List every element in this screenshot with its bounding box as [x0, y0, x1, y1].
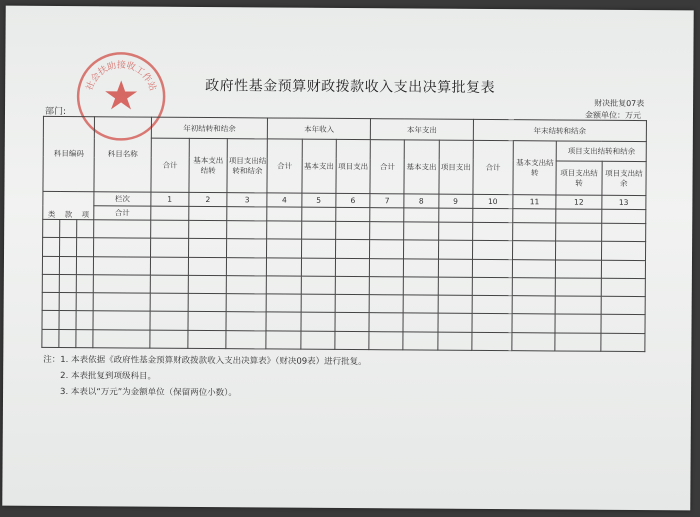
header-group-expense: 本年支出: [370, 119, 473, 141]
header-project-exp-3: 项目支出: [438, 141, 473, 195]
column-number: 6: [336, 194, 370, 208]
column-number: 8: [404, 194, 438, 208]
column-number: 12: [556, 195, 601, 209]
code-kuan: 款: [64, 209, 73, 219]
header-project-carry: 项目支出结转和结余: [227, 139, 268, 193]
document-sheet: [2, 6, 693, 511]
header-group-income: 本年收入: [268, 118, 371, 140]
table-row: [42, 329, 645, 352]
column-number: 4: [267, 193, 301, 207]
seal-text: 社会扶助接收工作站: [85, 60, 158, 93]
form-code: 财决批复07表: [594, 98, 645, 109]
amount-unit-label: 金额单位：万元: [584, 110, 642, 121]
column-number: 1: [151, 192, 189, 206]
header-subgroup-project: 项目支出结转和结余: [556, 141, 646, 161]
header-subject-code: 科目编码: [43, 116, 95, 192]
header-total-2: 合计: [267, 139, 302, 193]
approval-table: [41, 116, 647, 352]
column-number: 5: [302, 193, 336, 207]
row-label-lanci: 栏次: [94, 192, 150, 206]
column-number: 3: [227, 193, 267, 207]
header-total-1: 合计: [151, 139, 190, 193]
header-total-4: 合计: [473, 141, 514, 195]
code-lei: 类: [47, 209, 56, 219]
header-basic-exp-3: 基本支出: [404, 140, 439, 194]
header-project-exp-2: 项目支出: [336, 140, 371, 194]
document-title: 政府性基金预算财政拨款收入支出决算批复表: [205, 77, 496, 97]
column-number: 11: [513, 195, 556, 209]
header-basic-exp-2: 基本支出: [302, 140, 337, 194]
footnote-1: 注：1. 本表依据《政府性基金预算财政拨款收入支出决算表》（财决09表）进行批复。: [43, 354, 367, 368]
header-project-carry-4: 项目支出结转: [556, 161, 602, 196]
column-number: 2: [189, 193, 227, 207]
header-basic-carry-4: 基本支出结转: [513, 141, 557, 195]
row-label-heji: 合计: [94, 206, 150, 220]
header-project-surplus-4: 项目支出结余: [602, 161, 647, 196]
footnote-2: 2. 本表批复到项级科目。: [60, 370, 157, 382]
header-subject-name: 科目名称: [94, 117, 151, 193]
header-group-closing: 年末结转和结余: [473, 119, 646, 142]
footnote-3: 3. 本表以“万元”为金额单位（保留两位小数）。: [60, 386, 237, 399]
header-total-3: 合计: [370, 140, 405, 194]
column-number: 9: [438, 194, 472, 208]
department-label: 部门:: [44, 106, 67, 118]
code-xiang: 项: [81, 209, 90, 219]
column-number: 7: [370, 194, 404, 208]
column-number: 10: [473, 195, 513, 209]
footnotes: [43, 352, 367, 402]
header-group-opening: 年初结转和结余: [151, 117, 268, 139]
header-basic-carry: 基本支出结转: [189, 139, 228, 193]
column-number: 13: [601, 195, 646, 209]
